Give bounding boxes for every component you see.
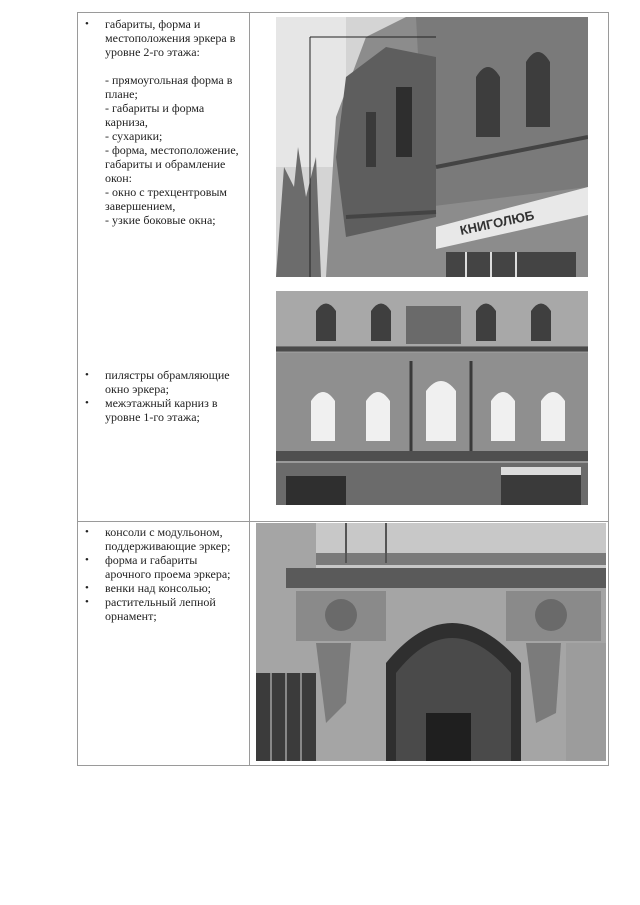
list-item: • межэтажный карниз в уровне 1-го этажа; xyxy=(78,396,246,424)
bullet-list-consoles xyxy=(78,525,246,623)
element-table xyxy=(77,12,609,766)
list-item: • консоли с модульоном, поддерживающие эркер; xyxy=(78,525,246,553)
list-item: • пилястры обрамляющие окно эркера; xyxy=(78,368,246,396)
photo-arch-consoles xyxy=(256,523,606,761)
shop-sign-text: КНИГОЛЮБ xyxy=(458,207,536,238)
list-item: - окно с трехцентровым завершением, xyxy=(105,185,228,213)
bullet-list-pilasters xyxy=(78,368,246,424)
elements-cell xyxy=(78,521,250,765)
bullet-list-facade xyxy=(78,17,246,59)
photo-facade-pilasters xyxy=(276,291,588,505)
photo-bay-window-corner xyxy=(276,17,588,277)
list-item: - форма, местоположение, габариты и обрамление окон: xyxy=(105,143,239,185)
list-item: - сухарики; xyxy=(105,129,163,143)
table-row xyxy=(78,521,608,765)
list-item: - прямоугольная форма в плане; xyxy=(105,73,233,101)
list-item: • венки над консолью; xyxy=(78,581,246,595)
elements-cell xyxy=(78,13,250,521)
sub-list xyxy=(78,73,248,227)
photos-cell xyxy=(250,13,608,521)
list-item: • форма и габариты арочного проема эркера; xyxy=(78,553,246,581)
table-row xyxy=(78,13,608,522)
list-item: - габариты и форма карниза, xyxy=(105,101,205,129)
list-item: - узкие боковые окна; xyxy=(105,213,216,227)
list-item: • растительный лепной орнамент; xyxy=(78,595,246,623)
list-item: • габариты, форма и местоположения эркера в уровне 2-го этажа: xyxy=(78,17,246,59)
photos-cell xyxy=(250,521,608,765)
